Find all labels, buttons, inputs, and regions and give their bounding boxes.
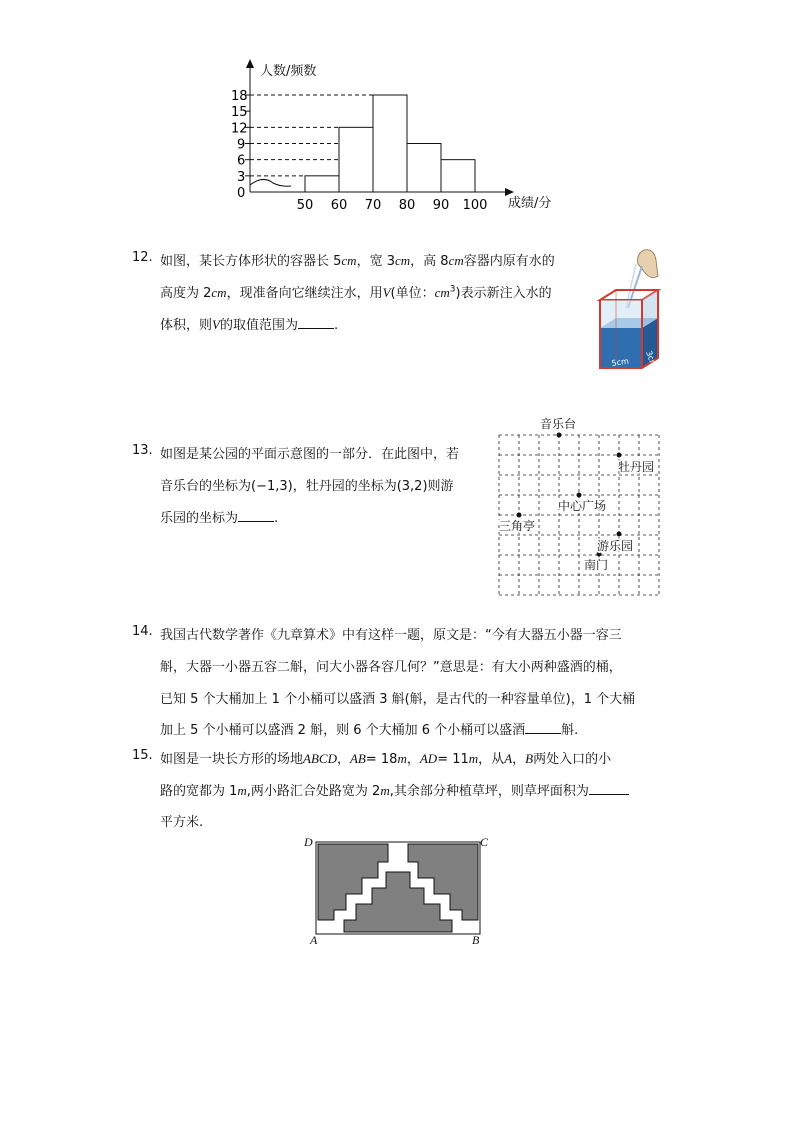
fig-label-length: 5cm [611, 356, 630, 368]
math: ABCD [303, 751, 337, 766]
q14-text: 加上 5 个小桶可以盛酒 2 斛，则 6 个大桶加 6 个小桶可以盛酒 [160, 723, 526, 738]
histogram-bar [305, 176, 339, 192]
peony-garden-point [617, 453, 622, 458]
q13-text: . [274, 511, 279, 526]
q15-text: 两处入口的小 [533, 752, 612, 767]
corner-d-label: D [304, 835, 313, 849]
y-axis-arrow [246, 59, 254, 68]
q14-line3: 已知 5 个大桶加上 1 个小桶可以盛酒 3 斛(斛，是古代的一种容量单位)，1 个大桶 [160, 692, 636, 707]
q15-text: = 18 [365, 752, 398, 767]
unit: cm [341, 253, 357, 268]
math: B [525, 751, 534, 766]
axis-break-mark [250, 179, 291, 186]
q13-line2: 音乐台的坐标为(−1,3)，牡丹园的坐标为(3,2)则游 [160, 479, 454, 494]
unit: cm [394, 253, 411, 268]
q13-line3 [160, 507, 278, 526]
x-tick-label: 80 [398, 198, 416, 213]
peony-garden-label: 牡丹园 [618, 460, 655, 474]
q15-text: 如图是一块长方形的场地 [160, 752, 304, 767]
q12-text: ，高 8 [410, 254, 449, 269]
unit: cm [434, 285, 450, 300]
music-stage-label: 音乐台 [540, 417, 577, 431]
q13-text: 乐园的坐标为 [160, 511, 239, 526]
fig-label-width: 3cm [644, 349, 659, 369]
q15-line3: 平方米. [160, 815, 204, 830]
q12-text: ，宽 3 [356, 254, 395, 269]
unit: m [237, 783, 247, 798]
q14-line4 [160, 719, 578, 738]
q12-text: 容器内原有水的 [463, 254, 555, 269]
q12-line3 [160, 314, 338, 333]
q14-number: 14. [132, 624, 153, 639]
q15-text: ， [336, 752, 350, 767]
y-tick-label: 18 [231, 89, 248, 104]
q12-text: )表示新注入水的 [455, 286, 552, 301]
center-square-point [577, 493, 582, 498]
q13-line1: 如图是某公园的平面示意图的一部分．在此图中，若 [160, 447, 460, 462]
south-gate-label: 南门 [584, 558, 609, 572]
q12-text: 高度为 2 [160, 286, 212, 301]
q12-text: 如图，某长方体形状的容器长 5 [160, 254, 342, 269]
math: AB [349, 751, 366, 766]
histogram-bar [407, 144, 441, 193]
q12-text: . [333, 318, 339, 333]
q15-number: 15. [132, 748, 153, 763]
corner-a-label: A [310, 933, 318, 947]
y-tick-label: 6 [237, 153, 246, 169]
q15-text: ，从 [478, 752, 505, 767]
answer-blank[interactable] [298, 316, 334, 329]
unit: m [397, 751, 407, 766]
x-tick-label: 60 [330, 198, 348, 213]
glass-front [600, 300, 642, 328]
histogram-bar [339, 127, 373, 192]
q14-line1: 我国古代数学著作《九章算术》中有这样一题，原文是：“今有大器五小器一容三 [160, 628, 622, 643]
pavilion-point [517, 513, 522, 518]
q15-text: ,两小路汇合处路宽为 2 [246, 784, 381, 799]
q14-text: 斛. [561, 723, 579, 738]
q12-line2 [160, 282, 552, 301]
y-tick-label: 3 [237, 169, 246, 185]
unit: m [380, 783, 390, 798]
x-tick-label: 70 [364, 198, 382, 213]
q15-text: 路的宽都为 1 [160, 784, 238, 799]
corner-b-label: B [472, 933, 480, 947]
x-tick-label: 50 [296, 198, 314, 213]
hand-icon [638, 250, 658, 278]
music-stage-point [557, 433, 562, 438]
q12-text: ，现准备向它继续注水，用 [226, 286, 383, 301]
q13-number: 13. [132, 443, 153, 458]
q12-text: 的取值范围为 [219, 318, 298, 333]
q15-line2 [160, 780, 629, 799]
water-container-figure [592, 246, 664, 376]
y-tick-label: 12 [231, 121, 248, 137]
x-tick-label: 100 [462, 198, 488, 213]
unit: cm [448, 253, 464, 268]
park-grid-map [496, 412, 666, 597]
q15-line1 [160, 748, 611, 767]
amusement-park-point [617, 532, 622, 537]
unit: cm [211, 285, 227, 300]
x-axis-label: 成绩/分 [508, 196, 552, 211]
unit: m [468, 751, 479, 766]
y-tick-label: 0 [237, 186, 246, 201]
q12-text: 体积，则 [160, 318, 213, 333]
math: AD [419, 751, 438, 766]
q15-text: = 11 [437, 752, 469, 767]
corner-c-label: C [480, 835, 489, 849]
y-axis-label: 人数/频数 [260, 64, 317, 79]
y-tick-label: 9 [237, 137, 246, 153]
answer-blank[interactable] [238, 509, 274, 522]
variable: V [212, 317, 220, 332]
q15-text: ,其余部分种植草坪，则草坪面积为 [389, 784, 589, 799]
q15-text: ， [406, 752, 420, 767]
x-tick-label: 90 [432, 198, 450, 213]
lawn-figure [300, 832, 500, 947]
y-tick-label: 15 [231, 105, 248, 121]
frequency-histogram [225, 55, 570, 215]
q14-line2: 斛，大器一小器五容二斛，问大小器各容几何？”意思是：有大小两种盛酒的桶， [160, 660, 622, 675]
x-axis-arrow [505, 188, 514, 196]
answer-blank[interactable] [589, 782, 629, 795]
pavilion-label: 三角亭 [499, 519, 536, 533]
superscript: 3 [449, 284, 456, 295]
q12-line1 [160, 250, 555, 269]
variable: V [382, 285, 391, 300]
q12-number: 12. [132, 250, 153, 265]
center-square-label: 中心广场 [558, 499, 607, 513]
q12-text: (单位： [390, 286, 435, 301]
q15-text: ， [512, 752, 526, 767]
amusement-park-label: 游乐园 [597, 539, 634, 553]
math: A [504, 751, 513, 766]
histogram-bar [373, 95, 407, 192]
answer-blank[interactable] [525, 721, 561, 734]
histogram-bar [441, 160, 475, 192]
